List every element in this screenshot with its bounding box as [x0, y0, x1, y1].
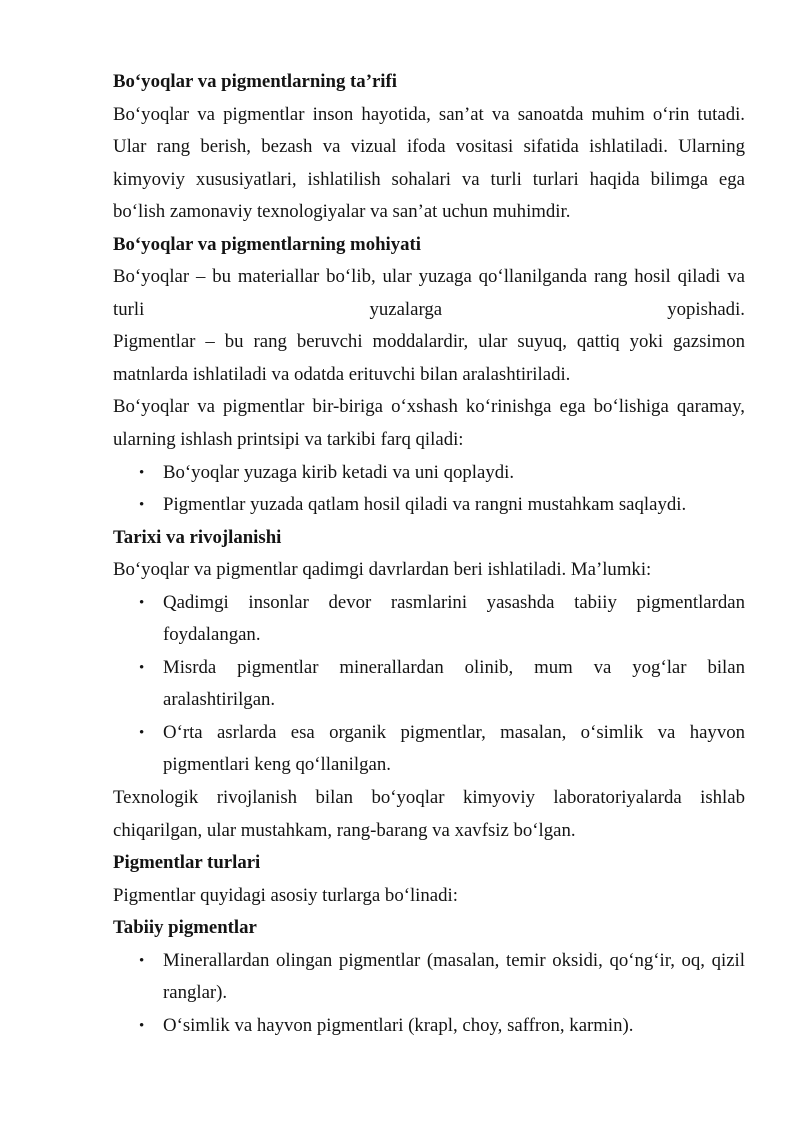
heading-natural-pigments: Tabiiy pigmentlar — [113, 917, 257, 939]
bullet-icon: • — [139, 594, 145, 611]
bullet-item-egypt — [113, 652, 745, 717]
bullet-icon: • — [139, 464, 145, 481]
paragraph-intro: Boʻyoqlar va pigmentlar inson hayotida, san’at va sanoatda muhim oʻrin tutadi. Ular rang berish, bezash va vizual ifoda vositasi sifatida ishlatiladi. Ularning kimyoviy xususiyatlari, ishlatilish sohalari va turli turlari haqida bilimga ega boʻlish zamonaviy texnologiyalar va san’at uchun muhimdir. — [113, 103, 745, 223]
heading-essence: Boʻyoqlar va pigmentlarning mohiyati — [113, 233, 422, 255]
heading-definition: Boʻyoqlar va pigmentlarning ta’rifi — [113, 71, 397, 92]
paragraph-technology: Texnologik rivojlanish bilan boʻyoqlar kimyoviy laboratoriyalarda ishlab chiqarilgan, ular mustahkam, rang-barang va xavfsiz boʻlgan. — [113, 787, 745, 841]
heading-pigment-types: Pigmentlar turlari — [113, 852, 261, 874]
bullet-item-text: Oʻsimlik va hayvon pigmentlari (krapl, choy, saffron, karmin). — [163, 1014, 634, 1036]
bullet-item-paints-soak — [113, 457, 745, 490]
bullet-icon: • — [139, 952, 145, 969]
bullet-icon: • — [139, 659, 145, 676]
paragraph-paints-definition-line-1: Boʻyoqlar – bu materiallar boʻlib, ular yuzaga qoʻllanilganda rang hosil qiladi va — [113, 266, 745, 288]
paragraph-history-intro: Boʻyoqlar va pigmentlar qadimgi davrlardan beri ishlatiladi. Ma’lumki: — [113, 559, 652, 581]
bullet-item-middle-ages — [113, 717, 745, 782]
paragraph-difference-intro: Boʻyoqlar va pigmentlar bir-biriga oʻxshash koʻrinishga ega boʻlishiga qaramay, ularning ishlash printsipi va tarkibi farq qiladi: — [113, 396, 745, 451]
bullet-item-text: Qadimgi insonlar devor rasmlarini yasashda tabiiy pigmentlardan foydalangan. — [163, 591, 745, 646]
paragraph-pigments-definition: Pigmentlar – bu rang beruvchi moddalardir, ular suyuq, qattiq yoki gazsimon matnlarda ishlatiladi va odatda erituvchi bilan aralashtiriladi. — [113, 331, 745, 385]
bullet-item-text: Misrda pigmentlar minerallardan olinib, mum va yogʻlar bilan aralashtirilgan. — [163, 656, 745, 711]
bullet-item-pigments-layer — [113, 489, 745, 522]
bullet-icon: • — [139, 1017, 145, 1034]
bullet-item-text: Boʻyoqlar yuzaga kirib ketadi va uni qoplaydi. — [163, 461, 515, 483]
paragraph-types-intro: Pigmentlar quyidagi asosiy turlarga boʻlinadi: — [113, 884, 458, 906]
bullet-item-text: Oʻrta asrlarda esa organik pigmentlar, masalan, oʻsimlik va hayvon pigmentlari keng qoʻllanilgan. — [163, 721, 745, 776]
heading-history: Tarixi va rivojlanishi — [113, 526, 282, 548]
bullet-item-mineral-pigments — [113, 945, 745, 1010]
bullet-item-text: Minerallardan olingan pigmentlar (masalan, temir oksidi, qoʻngʻir, oq, qizil ranglar). — [163, 949, 745, 1004]
bullet-item-text: Pigmentlar yuzada qatlam hosil qiladi va rangni mustahkam saqlaydi. — [163, 494, 687, 516]
paragraph-paints-definition-line-2: turli yuzalarga yopishadi. — [113, 298, 745, 320]
bullet-icon: • — [139, 497, 145, 514]
bullet-icon: • — [139, 724, 145, 741]
bullet-item-plant-animal-pigments — [113, 1010, 745, 1043]
bullet-item-ancient-people — [113, 587, 745, 652]
